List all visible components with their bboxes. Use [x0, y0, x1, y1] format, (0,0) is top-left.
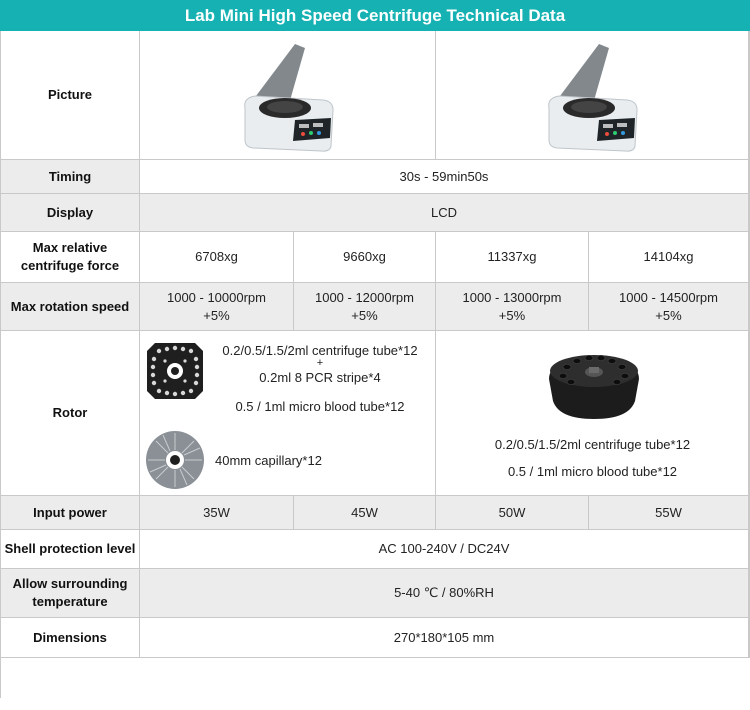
cell-text: 35W — [203, 504, 230, 520]
power-value-4 — [589, 496, 749, 530]
row-label-speed — [1, 283, 140, 331]
cell-text: 5-40 ℃ / 80%RH — [394, 585, 494, 600]
power-value-1 — [140, 496, 294, 530]
row-label-text: Allow surrounding temperature — [12, 576, 128, 609]
display-value — [140, 194, 749, 232]
power-value-2 — [294, 496, 436, 530]
row-label-text: Input power — [33, 504, 107, 520]
centrifuge-picture-1 — [233, 38, 343, 153]
timing-value — [140, 160, 749, 194]
cell-text: 270*180*105 mm — [393, 629, 495, 645]
cell-text: 55W — [655, 504, 682, 520]
centrifuge-image-right — [436, 31, 749, 160]
row-label-text: Max rotation speed — [10, 298, 130, 314]
rcf-value-4 — [589, 232, 749, 283]
row-label-temperature — [1, 569, 140, 618]
row-label-display — [1, 194, 140, 232]
row-label-rotor — [1, 331, 140, 496]
rotor-right-line1: 0.2/0.5/1.5/2ml centrifuge tube*12 — [494, 437, 691, 452]
speed-value-4 — [589, 283, 749, 331]
row-label-text: Timing — [48, 168, 92, 184]
row-label-text: Display — [46, 204, 94, 220]
shell-value — [140, 530, 749, 569]
rotor-right-line2: 0.5 / 1ml micro blood tube*12 — [507, 464, 678, 479]
rotor-left-plus: + — [316, 357, 324, 369]
cell-text: AC 100-240V / DC24V — [378, 541, 510, 556]
speed-value-2 — [294, 283, 436, 331]
cell-text: 50W — [498, 504, 526, 520]
table-title: Lab Mini High Speed Centrifuge Technical Data — [0, 0, 750, 31]
row-label-power — [1, 496, 140, 530]
cell-text: 6708xg — [195, 249, 238, 264]
temperature-value — [140, 569, 749, 618]
row-label-text: Rotor — [52, 405, 88, 420]
row-label-text: Dimensions — [33, 629, 107, 645]
rotor-left-line4: 40mm capillary*12 — [215, 453, 322, 468]
power-value-3 — [436, 496, 589, 530]
speed-value-3 — [436, 283, 589, 331]
speed-range: 1000 - 13000rpm — [462, 289, 562, 305]
speed-tolerance: +5% — [203, 307, 230, 323]
square-rotor-icon — [145, 341, 205, 401]
cell-text: 45W — [351, 504, 378, 520]
speed-range: 1000 - 12000rpm — [314, 289, 414, 305]
centrifuge-image-left — [140, 31, 436, 160]
cell-text: 9660xg — [343, 249, 386, 264]
rcf-value-2 — [294, 232, 436, 283]
cell-text: 30s - 59min50s — [399, 168, 489, 184]
row-label-text: Max relative centrifuge force — [20, 240, 120, 273]
rotor-left-line3: 0.5 / 1ml micro blood tube*12 — [235, 399, 405, 414]
row-label-timing — [1, 160, 140, 194]
cell-text: LCD — [430, 204, 457, 220]
dimensions-value — [140, 618, 749, 658]
speed-value-1 — [140, 283, 294, 331]
cell-text: 11337xg — [487, 249, 537, 264]
speed-tolerance: +5% — [351, 307, 378, 323]
speed-range: 1000 - 14500rpm — [618, 289, 718, 305]
speed-tolerance: +5% — [498, 307, 526, 323]
row-label-text: Picture — [47, 87, 93, 102]
centrifuge-picture-2 — [537, 38, 647, 153]
row-label-shell — [1, 530, 140, 569]
speed-range: 1000 - 10000rpm — [166, 289, 266, 305]
row-label-dimensions — [1, 618, 140, 658]
rcf-value-1 — [140, 232, 294, 283]
speed-tolerance: +5% — [655, 307, 682, 323]
row-label-text: Shell protection level — [4, 541, 136, 556]
rotor-left-line1: 0.2/0.5/1.5/2ml centrifuge tube*12 — [222, 343, 418, 358]
angle-rotor-icon — [545, 345, 643, 421]
row-label-rcf — [1, 232, 140, 283]
cell-text: 14104xg — [643, 249, 694, 264]
capillary-rotor-icon — [145, 430, 205, 490]
rotor-left-line2: 0.2ml 8 PCR stripe*4 — [259, 370, 381, 385]
rcf-value-3 — [436, 232, 589, 283]
row-label-picture — [1, 31, 140, 160]
